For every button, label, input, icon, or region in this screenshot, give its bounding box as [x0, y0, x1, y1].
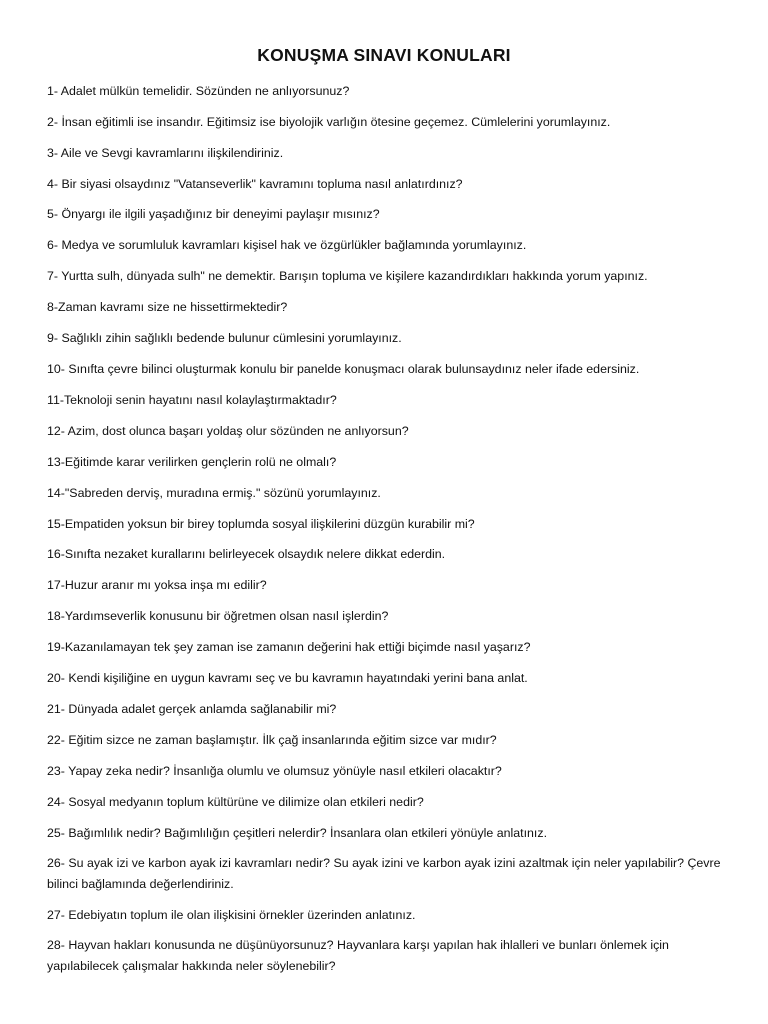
question-item: 5- Önyargı ile ilgili yaşadığınız bir deneyimi paylaşır mısınız?	[47, 207, 380, 221]
question-item: 14-"Sabreden derviş, muradına ermiş." sözünü yorumlayınız.	[47, 486, 381, 500]
question-item: 25- Bağımlılık nedir? Bağımlılığın çeşitleri nelerdir? İnsanlara olan etkileri yönüyle anlatınız.	[47, 826, 548, 840]
question-item: 17-Huzur aranır mı yoksa inşa mı edilir?	[47, 578, 267, 592]
question-item: 12- Azim, dost olunca başarı yoldaş olur sözünden ne anlıyorsun?	[47, 424, 409, 438]
question-item: 22- Eğitim sizce ne zaman başlamıştır. İlk çağ insanlarında eğitim sizce var mıdır?	[47, 733, 497, 747]
question-item: 26- Su ayak izi ve karbon ayak izi kavramları nedir? Su ayak izini ve karbon ayak izini azaltmak için neler yapılabilir? Çevre bilinci bağlamında değerlendiriniz.	[47, 856, 721, 891]
question-item: 20- Kendi kişiliğine en uygun kavramı seç ve bu kavramın hayatındaki yerini bana anlat.	[47, 671, 528, 685]
question-item: 23- Yapay zeka nedir? İnsanlığa olumlu ve olumsuz yönüyle nasıl etkileri olacaktır?	[47, 764, 502, 778]
question-item: 19-Kazanılamayan tek şey zaman ise zamanın değerini hak ettiği biçimde nasıl yaşarız?	[47, 640, 531, 654]
question-item: 11-Teknoloji senin hayatını nasıl kolaylaştırmaktadır?	[47, 393, 337, 407]
question-item: 21- Dünyada adalet gerçek anlamda sağlanabilir mi?	[47, 702, 337, 716]
question-item: 10- Sınıfta çevre bilinci oluşturmak konulu bir panelde konuşmacı olarak bulunsaydınız neler ifade edersiniz.	[47, 362, 640, 376]
question-item: 24- Sosyal medyanın toplum kültürüne ve dilimize olan etkileri nedir?	[47, 795, 424, 809]
question-item: 1- Adalet mülkün temelidir. Sözünden ne anlıyorsunuz?	[47, 84, 350, 98]
question-item: 16-Sınıfta nezaket kurallarını belirleyecek olsaydık nelere dikkat ederdin.	[47, 547, 446, 561]
question-item: 18-Yardımseverlik konusunu bir öğretmen olsan nasıl işlerdin?	[47, 609, 389, 623]
question-item: 15-Empatiden yoksun bir birey toplumda sosyal ilişkilerini düzgün kurabilir mi?	[47, 517, 475, 531]
document-title: KONUŞMA SINAVI KONULARI	[257, 45, 511, 65]
question-item: 6- Medya ve sorumluluk kavramları kişisel hak ve özgürlükler bağlamında yorumlayınız.	[47, 238, 527, 252]
question-item: 28- Hayvan hakları konusunda ne düşünüyorsunuz? Hayvanlara karşı yapılan hak ihlalleri ve bunları önlemek için yapılabilecek çalışmalar hakkında neler söylenebilir?	[47, 938, 669, 973]
question-item: 8-Zaman kavramı size ne hissettirmektedir?	[47, 300, 288, 314]
question-item: 3- Aile ve Sevgi kavramlarını ilişkilendiriniz.	[47, 146, 284, 160]
question-item: 9- Sağlıklı zihin sağlıklı bedende bulunur cümlesini yorumlayınız.	[47, 331, 402, 345]
question-item: 7- Yurtta sulh, dünyada sulh" ne demektir. Barışın topluma ve kişilere kazandırdıkları hakkında yorum yapınız.	[47, 269, 648, 283]
question-item: 27- Edebiyatın toplum ile olan ilişkisini örnekler üzerinden anlatınız.	[47, 908, 416, 922]
question-item: 4- Bir siyasi olsaydınız "Vatanseverlik" kavramını topluma nasıl anlatırdınız?	[47, 177, 463, 191]
question-item: 2- İnsan eğitimli ise insandır. Eğitimsiz ise biyolojik varlığın ötesine geçemez. Cümlelerini yorumlayınız.	[47, 115, 611, 129]
question-item: 13-Eğitimde karar verilirken gençlerin rolü ne olmalı?	[47, 455, 337, 469]
